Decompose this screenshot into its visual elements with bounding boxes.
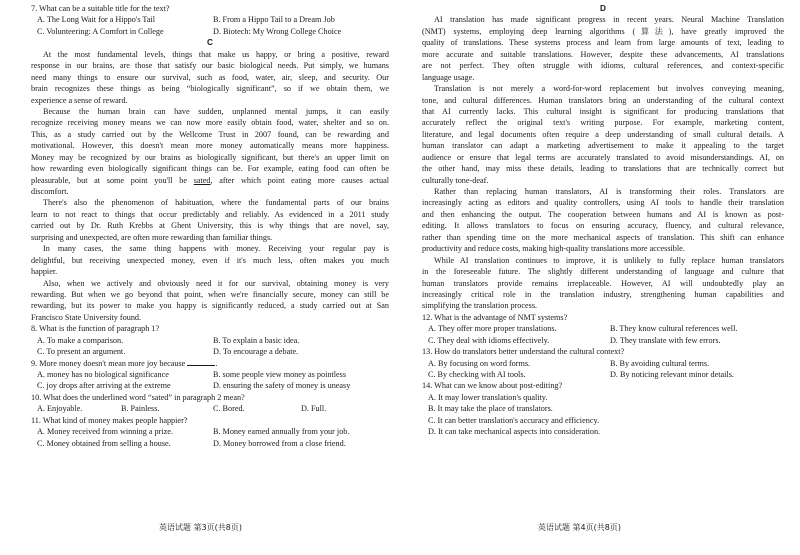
q9-options-ab [31, 369, 389, 380]
q8-options-ab [31, 335, 389, 346]
text-line: human translators provide remains irreplaceable. However, AI will undoubtedly play an [422, 278, 784, 288]
text-line: Rather than replacing human translators, AI is transforming their roles. Translators are [434, 187, 784, 196]
text-line: the other hand, may miss these details, leading to translations that are technically correct but [422, 164, 784, 174]
q7-option-b: B. From a Hippo Tail to a Dream Job [213, 15, 335, 25]
q8-option-a: A. To make a comparison. [37, 335, 124, 345]
passage-d-paragraph-2 [422, 83, 784, 186]
text-line: are not perfect. They often struggle with idioms, cultural references, and context-specific [422, 61, 784, 71]
page-3-column [31, 3, 389, 449]
text-line: surprising and unexpected, are often more rewarding than familiar things. [31, 232, 273, 242]
text-line: and then enhancing the output. The cooperation between humans and AI is known as post- [422, 209, 784, 219]
q11-stem: 11. What kind of money makes people happier? [31, 415, 188, 425]
text-line: Money may be recognized by our brains as biologically significant, but there's an upper limit on [31, 152, 389, 162]
q9-stem-line: 9. More money doesn't mean more joy because . [31, 358, 218, 368]
q7-options-ab [31, 14, 389, 25]
q12-option-c: C. They deal with idioms effectively. [428, 335, 550, 345]
text-line: in the foreseeable future. The slightly different understanding of language and culture that [422, 267, 784, 277]
passage-d-paragraph-3 [422, 186, 784, 255]
q14-option-c: C. It can better translation's accuracy and efficiency. [428, 415, 600, 425]
text-line: recognize receiving money means we can now more easily obtain food, water, shelter and so on. [31, 118, 389, 128]
text-line: brain recognizes these things as being “biologically significant”, so if we obtain them, we [31, 84, 389, 94]
q11-options-cd [31, 438, 389, 449]
q10-stem: 10. What does the underlined word “sated” in paragraph 2 mean? [31, 392, 245, 402]
text-line: happier. [31, 267, 58, 277]
q13-option-d: D. By noticing relevant minor details. [610, 370, 734, 379]
page-3-footer: 英语试题 第3页(共8页) [159, 523, 242, 532]
page-4 [400, 0, 800, 555]
q9-option-b: B. some people view money as pointless [213, 370, 347, 379]
q11-option-b: B. Money earned annually from your job. [213, 427, 350, 437]
text-line: In many cases, the same thing happens with money. Receiving your regular pay is [43, 244, 389, 254]
q7-stem: 7. What can be a suitable title for the text? [31, 4, 170, 13]
text-line: increasingly critical role in the translation industry, strengthening human capabilities and [422, 289, 784, 299]
q10-option-a: A. Enjoyable. [37, 404, 83, 414]
text-line: (NMT) systems, employing deep learning algorithms (算法), have greatly improved the [422, 26, 784, 36]
q9-option-a: A. money has no biological significance [37, 370, 169, 379]
text-line: audience or ensure that legal terms are accurately translated to avoid misunderstandings. AI, on [422, 152, 784, 162]
q13-options-cd [422, 369, 784, 380]
q7-option-c: C. Volunteering: A Comfort in College [37, 26, 164, 36]
section-d-heading: D [600, 4, 606, 13]
passage-c-paragraph-4 [31, 243, 389, 277]
text-line: editing. It allows translators to focus on ensuring accuracy, fluency, and cultural relevance, [422, 221, 784, 231]
q9-option-c: C. joy drops after arriving at the extreme [37, 381, 171, 391]
section-c-heading: C [207, 38, 213, 48]
text-line: delightful, but receiving unexpected money, even if it's much less, often makes you much [31, 255, 389, 265]
text-line: quality of translations. These systems process and learn from large amounts of text, leading to [422, 38, 784, 48]
q8-stem: 8. What is the function of paragraph 1? [31, 324, 160, 334]
passage-d-paragraph-4 [422, 255, 784, 312]
q14-option-b: B. It may take the place of translators. [428, 404, 553, 414]
text-fragment: , after which point eating more causes actual [210, 175, 389, 185]
passage-c-paragraph-3 [31, 197, 389, 243]
answer-blank [187, 358, 215, 366]
q10-options [31, 403, 389, 414]
q10-option-c: C. Bored. [213, 404, 245, 414]
underlined-word-sated: sated [193, 175, 211, 185]
text-line: carried out by Dr. Ruth Krebbs at Ghent University, this is why things that are novel, say, [31, 221, 389, 231]
q11-options-ab [31, 426, 389, 437]
passage-c-paragraph-2 [31, 106, 389, 198]
q9-stem: 9. More money doesn't mean more joy because [31, 358, 186, 368]
text-line-with-underline [31, 175, 389, 186]
text-line: experience a sense of reward. [31, 95, 128, 105]
text-line: Francisco State University found. [31, 312, 142, 322]
q12-option-b: B. They know cultural references well. [610, 324, 738, 334]
q10-option-b: B. Painless. [121, 404, 160, 414]
q12-stem: 12. What is the advantage of NMT systems? [422, 312, 568, 322]
text-line: human translator can adapt a marketing advertisement to make it appealing to the target [422, 141, 784, 151]
text-line: accurately reflect the original text's writing purpose. For example, marketing content, [422, 118, 784, 128]
passage-d-paragraph-1 [422, 14, 784, 83]
q10-option-d: D. Full. [301, 404, 327, 414]
text-line: increasingly acting as editors and quality controllers, using AI tools to handle their translation [422, 198, 784, 208]
q11-option-a: A. Money received from winning a prize. [37, 427, 173, 437]
q7-options-cd [31, 26, 389, 37]
q14-stem: 14. What can we know about post-editing? [422, 381, 563, 391]
text-line: There's also the phenomenon of habituation, where the fundamental parts of our brains [43, 198, 389, 208]
q13-options-ab [422, 358, 784, 369]
q7-option-a: A. The Long Wait for a Hippo's Tail [37, 15, 156, 25]
page-4-column [422, 3, 784, 438]
text-fragment: pleasurable, but at some point you'll be [31, 175, 194, 185]
q8-options-cd [31, 346, 389, 357]
q11-option-c: C. Money obtained from selling a house. [37, 438, 171, 448]
q13-option-a: A. By focusing on word forms. [428, 358, 531, 368]
text-line: language usage. [422, 72, 475, 82]
q14-option-a-row [422, 392, 784, 403]
text-line: learn to not react to things that occur predictably and reliably. As evidenced in a 2011 study [31, 209, 389, 219]
q9-option-d: D. ensuring the safety of money is uneasy [213, 381, 351, 391]
q12-option-a: A. They offer more proper translations. [428, 324, 557, 334]
text-line: At the most fundamental levels, things that make us happy, or bring a positive, reward [43, 49, 389, 59]
q12-option-d: D. They translate with few errors. [610, 335, 721, 345]
q8-option-c: C. To present an argument. [37, 347, 126, 357]
text-line: more accurate and suitable translations. However, despite these advancements, AI translations [422, 49, 784, 59]
text-line: tone, and cultural differences. Human translators bring an understanding of the cultural context [422, 95, 784, 105]
page-4-footer: 英语试题 第4页(共8页) [538, 523, 621, 532]
q8-option-b: B. To explain a basic idea. [213, 335, 300, 345]
q11-option-d: D. Money borrowed from a close friend. [213, 438, 346, 448]
q14-option-c-row [422, 415, 784, 426]
text-line: discomfort. [31, 187, 69, 196]
q14-option-b-row [422, 403, 784, 414]
text-line: rather than spending time on the more mechanical aspects of translation. This shift can enhance [422, 232, 784, 242]
text-line: need many things to ensure our survival, such as food, water, air, sleep, and security. Our [31, 72, 389, 82]
q13-stem: 13. How do translators better understand the cultural context? [422, 347, 625, 357]
text-line: how rewarding even biologically significant things can be. For example, eating food can often be [31, 164, 389, 174]
q8-option-d: D. To encourage a debate. [213, 347, 299, 357]
q14-option-d: D. It can take mechanical aspects into consideration. [428, 427, 601, 437]
text-line: This, as a study carried out by the Wellcome Trust in 2007 found, can be rewarding and [31, 129, 389, 139]
text-line: response in our brains, are those that satisfy our basic biological needs. Put simply, we humans [31, 61, 389, 71]
q9-options-cd [31, 380, 389, 391]
q13-option-c: C. By checking with AI tools. [428, 370, 526, 379]
text-line: that AI currently lacks. This cultural insight is significant for producing translations that [422, 106, 784, 116]
q14-option-d-row [422, 426, 784, 437]
text-line: motivational. However, this doesn't mean more money automatically means more happiness. [31, 141, 389, 151]
q12-options-cd [422, 335, 784, 346]
passage-c-paragraph-5 [31, 278, 389, 324]
text-line: Translation is not merely a word-for-word replacement but involves conveying meaning, [434, 84, 784, 94]
text-line: culturally tone-deaf. [422, 175, 489, 185]
text-line: rewarding, but its power to make you happy is significantly reduced, a study carried out at San [31, 301, 389, 311]
text-line: While AI translation continues to improve, it is unlikely to fully replace human translators [434, 255, 784, 265]
q12-options-ab [422, 323, 784, 334]
q14-option-a: A. It may lower translation's quality. [428, 392, 548, 402]
q7-option-d: D. Biotech: My Wrong College Choice [213, 26, 342, 36]
text-line: literature, and legal documents often require a deep understanding of small cultural details. A [422, 129, 784, 139]
text-line: simplifying the translation process. [422, 301, 538, 311]
text-line: AI translation has made significant progress in recent years. Neural Machine Translation [434, 15, 784, 25]
text-line: Because the human brain can have sudden, unplanned mental jumps, it can easily [43, 106, 389, 116]
text-line: rewarding. But when we go beyond that point, when we're financially secure, money can still be [31, 289, 389, 299]
passage-c-paragraph-1 [31, 49, 389, 106]
text-line: Also, when we actively and obviously need it for our survival, obtaining money is very [43, 278, 389, 288]
q13-option-b: B. By avoiding cultural terms. [610, 358, 710, 368]
text-line: productivity and reduce costs, making high-quality translations more accessible. [422, 244, 685, 254]
